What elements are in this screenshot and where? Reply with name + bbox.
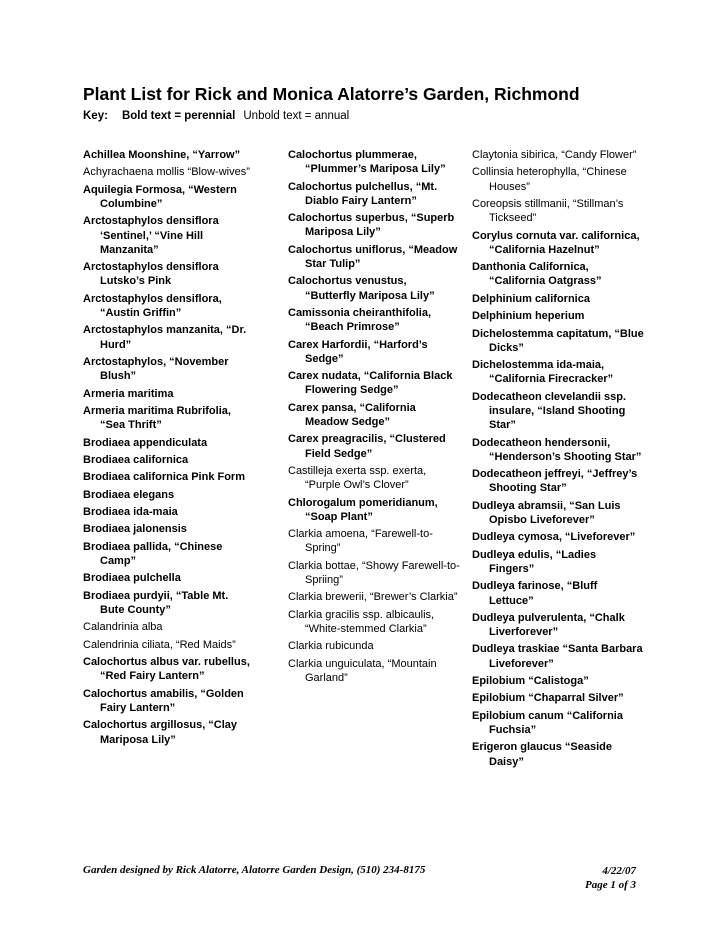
footer-page-number: Page 1 of 3 (584, 879, 636, 891)
plant-list-item: Arctostaphylos manzanita, “Dr. Hurd” (83, 324, 247, 351)
plant-column-2 (288, 148, 460, 688)
plant-list-item: Carex Harfordii, “Harford’s Sedge” (288, 338, 428, 365)
plant-column-1 (83, 148, 255, 750)
plant-list-item: Calochortus pulchellus, “Mt. Diablo Fairy Lantern” (288, 180, 438, 207)
plant-list-item: Brodiaea ida-maia (83, 506, 178, 519)
page-title: Plant List for Rick and Monica Alatorre’s Garden, Richmond (83, 84, 580, 104)
plant-list-item: Brodiaea pallida, “Chinese Camp” (83, 540, 223, 568)
plant-list-item: Clarkia brewerii, “Brewer’s Clarkia” (288, 591, 458, 604)
plant-list-item: Dodecatheon hendersonii, “Henderson’s Shooting Star” (472, 436, 642, 463)
plant-list-item: Dodecatheon jeffreyi, “Jeffrey’s Shooting Star” (472, 468, 638, 495)
plant-column-3 (472, 148, 644, 772)
footer-date: 4/22/07 (602, 865, 636, 877)
legend-key (83, 110, 349, 122)
plant-list-item: Clarkia rubicunda (288, 640, 374, 653)
plant-list-item: Carex pansa, “California Meadow Sedge” (288, 401, 416, 428)
plant-list-item: Calochortus venustus, “Butterfly Mariposa Lily” (288, 275, 435, 302)
plant-list-item: Arctostaphylos densiflora ‘Sentinel,’ “Vine Hill Manzanita” (83, 215, 219, 256)
plant-list-item: Delphinium californica (472, 292, 590, 305)
plant-list-item: Calochortus uniflorus, “Meadow Star Tulip” (288, 243, 458, 270)
plant-list-item: Achyrachaena mollis “Blow-wives” (83, 166, 250, 179)
plant-list-item: Arctostaphylos, “November Blush” (83, 355, 229, 383)
plant-list-item: Epilobium “Chaparral Silver” (472, 692, 624, 705)
plant-list-item: Erigeron glaucus “Seaside Daisy” (472, 741, 612, 768)
plant-list-item: Epilobium canum “California Fuchsia” (472, 709, 623, 737)
plant-list-item: Carex nudata, “California Black Flowering Sedge” (288, 370, 453, 397)
plant-list-item: Brodiaea californica (83, 453, 189, 466)
plant-list-item: Dichelostemma capitatum, “Blue Dicks” (472, 327, 644, 354)
plant-list-item: Calochortus amabilis, “Golden Fairy Lantern” (83, 687, 244, 715)
plant-list-item: Clarkia gracilis ssp. albicaulis, “White-stemmed Clarkia” (288, 608, 435, 635)
plant-list-item: Brodiaea purdyii, “Table Mt. Bute County” (83, 589, 229, 617)
plant-list-item: Corylus cornuta var. californica, “California Hazelnut” (472, 229, 640, 256)
footer-meta (585, 864, 636, 892)
plant-list-item: Dudleya abramsii, “San Luis Opisbo Liveforever” (472, 499, 621, 526)
plant-list-item: Achillea Moonshine, “Yarrow” (83, 149, 241, 161)
plant-list-item: Brodiaea elegans (83, 488, 175, 501)
plant-list-item: Clarkia unguiculata, “Mountain Garland” (288, 657, 437, 684)
plant-list-item: Delphinium heperium (472, 310, 585, 323)
plant-list-item: Calandrinia alba (83, 621, 163, 634)
plant-list-item: Dudleya farinose, “Bluff Lettuce” (472, 580, 598, 607)
plant-list-item: Chlorogalum pomeridianum, “Soap Plant” (288, 496, 438, 523)
plant-list-item: Calochortus plummerae, “Plummer’s Mariposa Lily” (288, 149, 446, 176)
plant-list-item: Calochortus superbus, “Superb Mariposa Lily” (288, 212, 455, 239)
plant-list-item: Calendrinia ciliata, “Red Maids” (83, 638, 236, 651)
plant-list-item: Epilobium “Calistoga” (472, 675, 589, 688)
plant-list-item: Dudleya pulverulenta, “Chalk Liverforever” (472, 611, 625, 639)
key-unbold-text: Unbold text = annual (243, 110, 350, 122)
key-label: Key: (83, 110, 108, 122)
plant-list-item: Coreopsis stillmanii, “Stillman’s Tickseed” (472, 197, 624, 225)
plant-list-item: Brodiaea jalonensis (83, 523, 187, 536)
key-bold-text: Bold text = perennial (121, 110, 236, 122)
plant-list-item: Carex preagracilis, “Clustered Field Sedge” (288, 433, 446, 460)
plant-list-item: Danthonia Californica, “California Oatgrass” (472, 261, 602, 288)
plant-list-item: Arctostaphylos densiflora, “Austin Griffin” (83, 292, 222, 319)
plant-list-item: Brodiaea californica Pink Form (83, 471, 245, 484)
plant-list-item: Aquilegia Formosa, “Western Columbine” (83, 183, 237, 210)
plant-list-item: Calochortus argillosus, “Clay Mariposa Lily” (83, 719, 238, 746)
plant-list-item: Dichelostemma ida-maia, “California Firecracker” (472, 359, 614, 386)
plant-list-item: Clarkia bottae, “Showy Farewell-to-Spriing” (288, 559, 460, 586)
plant-list-item: Arctostaphylos densiflora Lutsko’s Pink (83, 261, 219, 288)
plant-list-item: Dodecatheon clevelandii ssp. insulare, “Island Shooting Star” (472, 390, 627, 432)
plant-list-item: Collinsia heterophylla, “Chinese Houses” (472, 166, 627, 193)
plant-list-item: Armeria maritima Rubrifolia, “Sea Thrift” (83, 404, 231, 432)
plant-list-item: Armeria maritima (83, 387, 174, 400)
plant-list-item: Brodiaea pulchella (83, 572, 181, 585)
plant-list-item: Dudleya traskiae “Santa Barbara Liveforever” (472, 643, 643, 670)
plant-list-item: Brodiaea appendiculata (83, 436, 208, 449)
plant-list-item: Claytonia sibirica, “Candy Flower” (472, 149, 637, 161)
plant-list-item: Dudleya cymosa, “Liveforever” (472, 531, 636, 544)
plant-list-item: Calochortus albus var. rubellus, “Red Fairy Lantern” (83, 656, 250, 683)
footer-designer: Garden designed by Rick Alatorre, Alatorre Garden Design, (510) 234-8175 (83, 864, 426, 876)
plant-list-item: Castilleja exerta ssp. exerta, “Purple Owl’s Clover” (288, 464, 427, 492)
plant-list-item: Camissonia cheiranthifolia, “Beach Primrose” (288, 306, 432, 334)
plant-list-item: Clarkia amoena, “Farewell-to-Spring” (288, 528, 433, 555)
plant-list-item: Dudleya edulis, “Ladies Fingers” (472, 548, 597, 575)
